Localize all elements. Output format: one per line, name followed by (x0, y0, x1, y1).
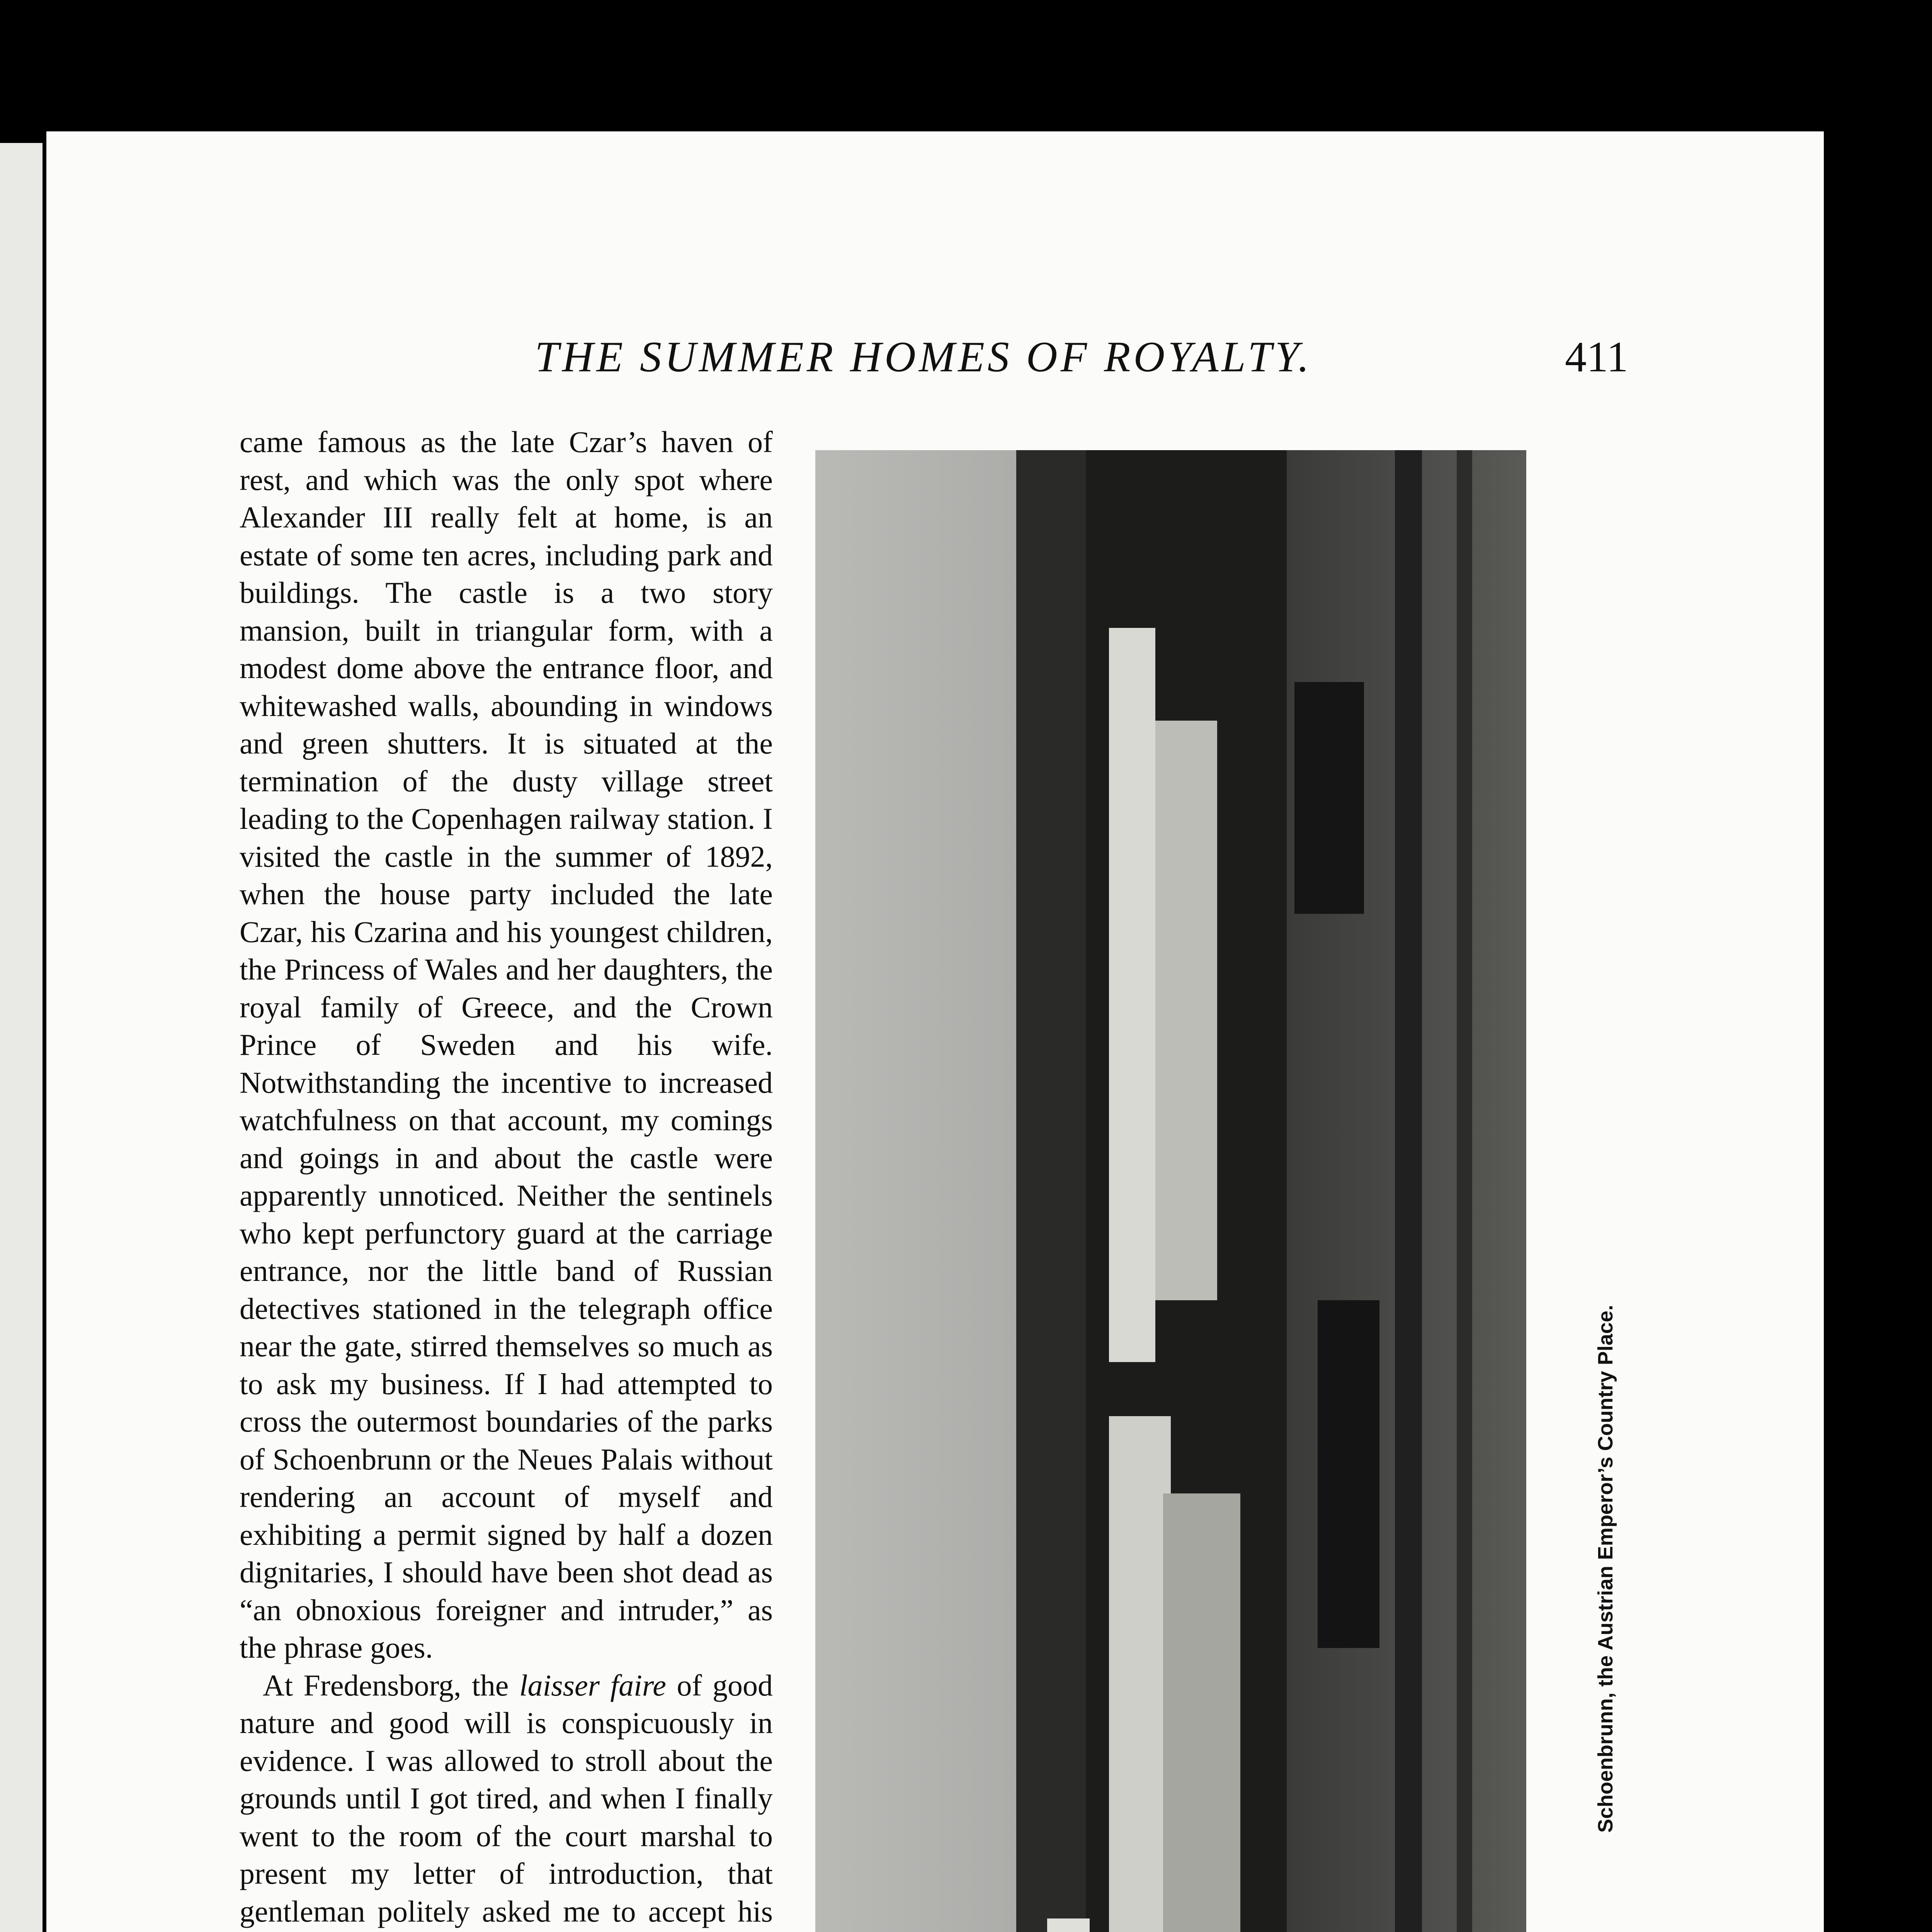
running-head: THE SUMMER HOMES OF ROYALTY. (535, 333, 1312, 381)
photo-caption: Schoenbrunn, the Austrian Emperor’s Country Place. (1594, 1304, 1617, 1833)
page-number: 411 (1565, 333, 1628, 381)
paragraph-1: came famous as the late Czar’s haven of rest, and which was the only spot where Alexander III really felt at home, is an estate of some ten acres, including park and buildings. The castle is a two story mansion, built in triangular form, with a modest dome above the entrance floor, and whitewashed walls, abounding in windows and green shutters. It is situated at the termination of the dusty village street leading to the Copenhagen railway station. I visited the castle in the summer of 1892, when the house party included the late Czar, his Czarina and his youngest children, the Princess of Wales and her daughters, the royal family of Greece, and the Crown Prince of Sweden and his wife. Notwithstanding the incentive to increased watchfulness on that account, my comings and goings in and about the castle were apparently unnoticed. Neither the sentinels who kept perfunctory guard at the carriage entrance, nor the little band of Russian detectives stationed in the telegraph office near the gate, stirred themselves so much as to ask my business. If I had attempted to cross the outermost boundaries of the parks of Schoenbrunn or the Neues Palais without rendering an account of myself and exhibiting a permit signed by half a dozen dignitaries, I should have been shot dead as “an obnoxious foreigner and intruder,” as the phrase goes. (240, 425, 773, 1664)
previous-page-edge (0, 143, 43, 1932)
paragraph-2-lead: At Fredensborg, the (263, 1668, 519, 1702)
paragraph-2-italic: laisser faire (519, 1668, 666, 1702)
paragraph-2-rest: of good nature and good will is conspicuously in evidence. I was allowed to stroll about the grounds until I got tired, and when I finally went to the room of the court marshal to present my letter of introduction, that gentleman politely asked me to accept his (240, 1668, 773, 1928)
palace-photograph (815, 450, 1526, 1932)
paragraph-2 (240, 1667, 773, 1932)
palace-photograph-image (815, 450, 1526, 1932)
article-body (240, 423, 773, 1932)
